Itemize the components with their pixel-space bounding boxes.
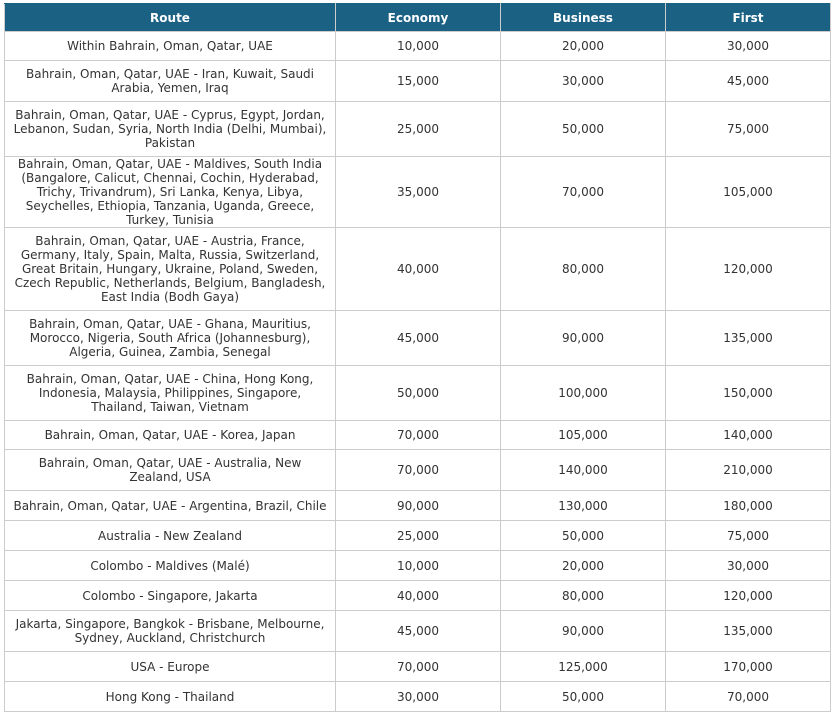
route-cell: Bahrain, Oman, Qatar, UAE - Australia, New Zealand, USA [5, 450, 336, 491]
business-cell: 50,000 [501, 682, 666, 712]
economy-cell: 25,000 [336, 102, 501, 157]
first-cell: 120,000 [666, 581, 831, 611]
route-cell: Bahrain, Oman, Qatar, UAE - Ghana, Mauritius, Morocco, Nigeria, South Africa (Johannesburg), Algeria, Guinea, Zambia, Senegal [5, 311, 336, 366]
table-row [5, 366, 831, 421]
route-cell: Jakarta, Singapore, Bangkok - Brisbane, Melbourne, Sydney, Auckland, Christchurch [5, 611, 336, 652]
economy-cell: 70,000 [336, 450, 501, 491]
economy-cell: 40,000 [336, 581, 501, 611]
business-cell: 130,000 [501, 491, 666, 521]
business-cell: 140,000 [501, 450, 666, 491]
table-body [5, 32, 831, 712]
table-row [5, 228, 831, 311]
table-row [5, 521, 831, 551]
economy-cell: 45,000 [336, 611, 501, 652]
business-cell: 50,000 [501, 102, 666, 157]
route-cell: Within Bahrain, Oman, Qatar, UAE [5, 32, 336, 61]
table-row [5, 682, 831, 712]
first-cell: 75,000 [666, 521, 831, 551]
route-cell: Bahrain, Oman, Qatar, UAE - Argentina, Brazil, Chile [5, 491, 336, 521]
first-cell: 30,000 [666, 32, 831, 61]
header-row [5, 4, 831, 32]
business-cell: 20,000 [501, 551, 666, 581]
route-cell: Bahrain, Oman, Qatar, UAE - Cyprus, Egypt, Jordan, Lebanon, Sudan, Syria, North India (Delhi, Mumbai), Pakistan [5, 102, 336, 157]
first-cell: 140,000 [666, 421, 831, 450]
route-cell: Colombo - Maldives (Malé) [5, 551, 336, 581]
table-row [5, 450, 831, 491]
route-cell: Bahrain, Oman, Qatar, UAE - Austria, France, Germany, Italy, Spain, Malta, Russia, Switzerland, Great Britain, Hungary, Ukraine, Poland, Sweden, Czech Republic, Netherlands, Belgium, Bangladesh, East India (Bodh Gaya) [5, 228, 336, 311]
first-cell: 120,000 [666, 228, 831, 311]
first-cell: 105,000 [666, 157, 831, 228]
table-row [5, 311, 831, 366]
route-cell: Bahrain, Oman, Qatar, UAE - Korea, Japan [5, 421, 336, 450]
economy-cell: 30,000 [336, 682, 501, 712]
table-row [5, 611, 831, 652]
economy-cell: 70,000 [336, 421, 501, 450]
business-cell: 70,000 [501, 157, 666, 228]
business-cell: 90,000 [501, 311, 666, 366]
route-cell: Hong Kong - Thailand [5, 682, 336, 712]
route-column-header: Route [5, 4, 336, 32]
first-cell: 170,000 [666, 652, 831, 682]
route-cell: USA - Europe [5, 652, 336, 682]
business-cell: 80,000 [501, 228, 666, 311]
first-cell: 30,000 [666, 551, 831, 581]
table-row [5, 581, 831, 611]
table-row [5, 32, 831, 61]
economy-cell: 40,000 [336, 228, 501, 311]
business-cell: 90,000 [501, 611, 666, 652]
economy-cell: 70,000 [336, 652, 501, 682]
route-cell: Bahrain, Oman, Qatar, UAE - Iran, Kuwait, Saudi Arabia, Yemen, Iraq [5, 61, 336, 102]
table-row [5, 491, 831, 521]
table-row [5, 551, 831, 581]
award-chart-table [4, 3, 831, 712]
first-cell: 70,000 [666, 682, 831, 712]
table-row [5, 157, 831, 228]
business-cell: 50,000 [501, 521, 666, 551]
economy-cell: 25,000 [336, 521, 501, 551]
first-column-header: First [666, 4, 831, 32]
business-cell: 20,000 [501, 32, 666, 61]
first-cell: 135,000 [666, 311, 831, 366]
economy-cell: 10,000 [336, 32, 501, 61]
table-row [5, 652, 831, 682]
economy-cell: 90,000 [336, 491, 501, 521]
first-cell: 150,000 [666, 366, 831, 421]
business-cell: 105,000 [501, 421, 666, 450]
economy-cell: 45,000 [336, 311, 501, 366]
route-cell: Bahrain, Oman, Qatar, UAE - Maldives, South India (Bangalore, Calicut, Chennai, Cochin, Hyderabad, Trichy, Trivandrum), Sri Lanka, Kenya, Libya, Seychelles, Ethiopia, Tanzania, Uganda, Greece, Turkey, Tunisia [5, 157, 336, 228]
business-cell: 80,000 [501, 581, 666, 611]
route-cell: Colombo - Singapore, Jakarta [5, 581, 336, 611]
first-cell: 210,000 [666, 450, 831, 491]
route-cell: Australia - New Zealand [5, 521, 336, 551]
business-cell: 125,000 [501, 652, 666, 682]
table-header [5, 4, 831, 32]
first-cell: 45,000 [666, 61, 831, 102]
first-cell: 135,000 [666, 611, 831, 652]
table-row [5, 61, 831, 102]
first-cell: 180,000 [666, 491, 831, 521]
business-cell: 30,000 [501, 61, 666, 102]
economy-cell: 50,000 [336, 366, 501, 421]
table-row [5, 102, 831, 157]
business-column-header: Business [501, 4, 666, 32]
economy-cell: 10,000 [336, 551, 501, 581]
economy-cell: 35,000 [336, 157, 501, 228]
economy-column-header: Economy [336, 4, 501, 32]
first-cell: 75,000 [666, 102, 831, 157]
business-cell: 100,000 [501, 366, 666, 421]
economy-cell: 15,000 [336, 61, 501, 102]
table-row [5, 421, 831, 450]
route-cell: Bahrain, Oman, Qatar, UAE - China, Hong Kong, Indonesia, Malaysia, Philippines, Singapore, Thailand, Taiwan, Vietnam [5, 366, 336, 421]
